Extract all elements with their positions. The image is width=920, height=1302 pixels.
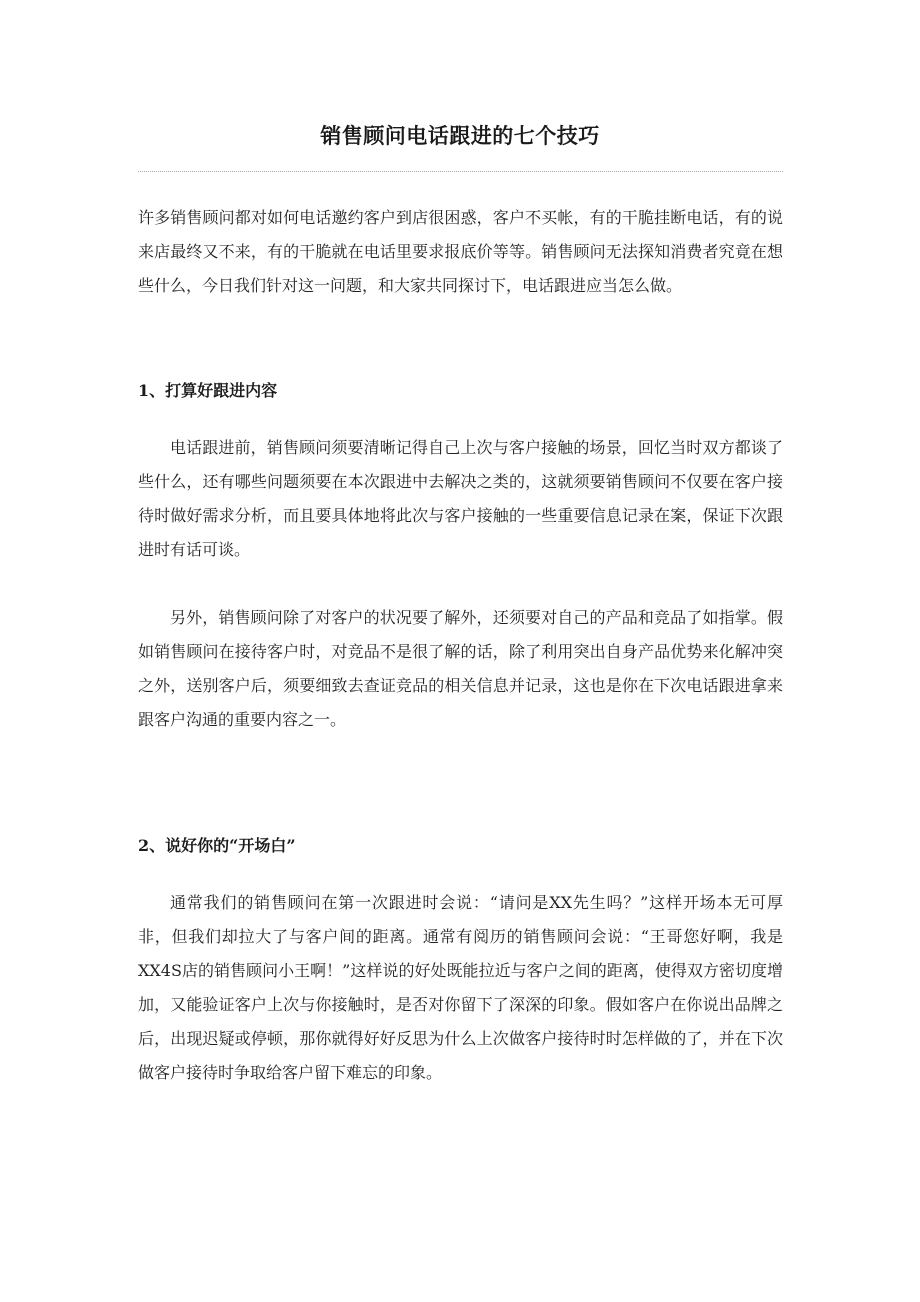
section-1-paragraph-2: 另外，销售顾问除了对客户的状况要了解外，还须要对自己的产品和竞品了如指掌。假如销售顾问在接待客户时，对竞品不是很了解的话，除了利用突出自身产品优势来化解冲突之外，送别客户后，须要细致去查证竞品的相关信息并记录，这也是你在下次电话跟进拿来跟客户沟通的重要内容之一。 bbox=[138, 608, 783, 729]
section-1-heading: 1、打算好跟进内容 bbox=[138, 381, 278, 400]
document-title: 销售顾问电话跟进的七个技巧 bbox=[320, 123, 600, 148]
section-2-heading: 2、说好你的“开场白” bbox=[138, 836, 296, 855]
section-2-paragraph-1: 通常我们的销售顾问在第一次跟进时会说：“请问是XX先生吗？”这样开场本无可厚非，但我们却拉大了与客户间的距离。通常有阅历的销售顾问会说：“王哥您好啊，我是XX4S店的销售顾问小王啊！”这样说的好处既能拉近与客户之间的距离，使得双方密切度增加，又能验证客户上次与你接触时，是否对你留下了深深的印象。假如客户在你说出品牌之后，出现迟疑或停顿，那你就得好好反思为什么上次做客户接待时时怎样做的了，并在下次做客户接待时争取给客户留下难忘的印象。 bbox=[138, 893, 783, 1082]
intro-paragraph: 许多销售顾问都对如何电话邀约客户到店很困惑，客户不买帐，有的干脆挂断电话，有的说来店最终又不来，有的干脆就在电话里要求报底价等等。销售顾问无法探知消费者究竟在想些什么，今日我们针对这一问题，和大家共同探讨下，电话跟进应当怎么做。 bbox=[138, 208, 783, 295]
title-divider bbox=[138, 171, 783, 172]
section-1-paragraph-1: 电话跟进前，销售顾问须要清晰记得自己上次与客户接触的场景，回忆当时双方都谈了些什么，还有哪些问题须要在本次跟进中去解决之类的，这就须要销售顾问不仅要在客户接待时做好需求分析，而且要具体地将此次与客户接触的一些重要信息记录在案，保证下次跟进时有话可谈。 bbox=[138, 438, 783, 559]
